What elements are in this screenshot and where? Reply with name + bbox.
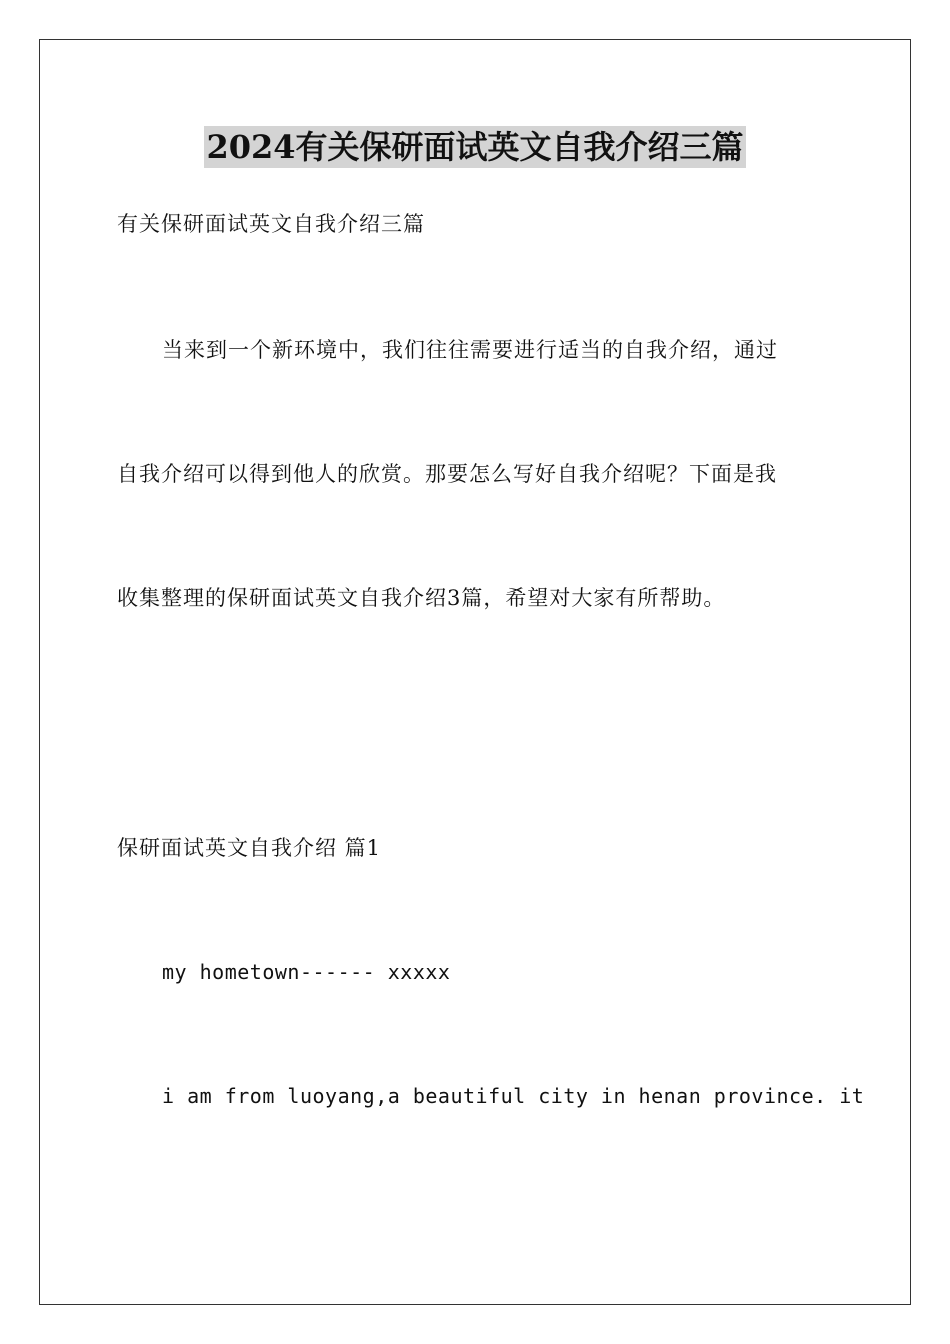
essay-title: my hometown------ xxxxx	[162, 960, 451, 984]
section-heading: 保研面试英文自我介绍 篇1	[117, 836, 382, 860]
document-title: 2024有关保研面试英文自我介绍三篇	[206, 128, 744, 166]
document-subtitle: 有关保研面试英文自我介绍三篇	[117, 212, 425, 236]
intro-paragraph-line: 自我介绍可以得到他人的欣赏。那要怎么写好自我介绍呢？下面是我	[117, 462, 777, 486]
title-container	[0, 126, 950, 168]
intro-paragraph-line: 收集整理的保研面试英文自我介绍3篇，希望对大家有所帮助。	[117, 586, 726, 610]
essay-paragraph-line: i am from luoyang,a beautiful city in henan province. it	[162, 1084, 865, 1108]
intro-paragraph-line: 当来到一个新环境中，我们往往需要进行适当的自我介绍，通过	[162, 338, 778, 362]
